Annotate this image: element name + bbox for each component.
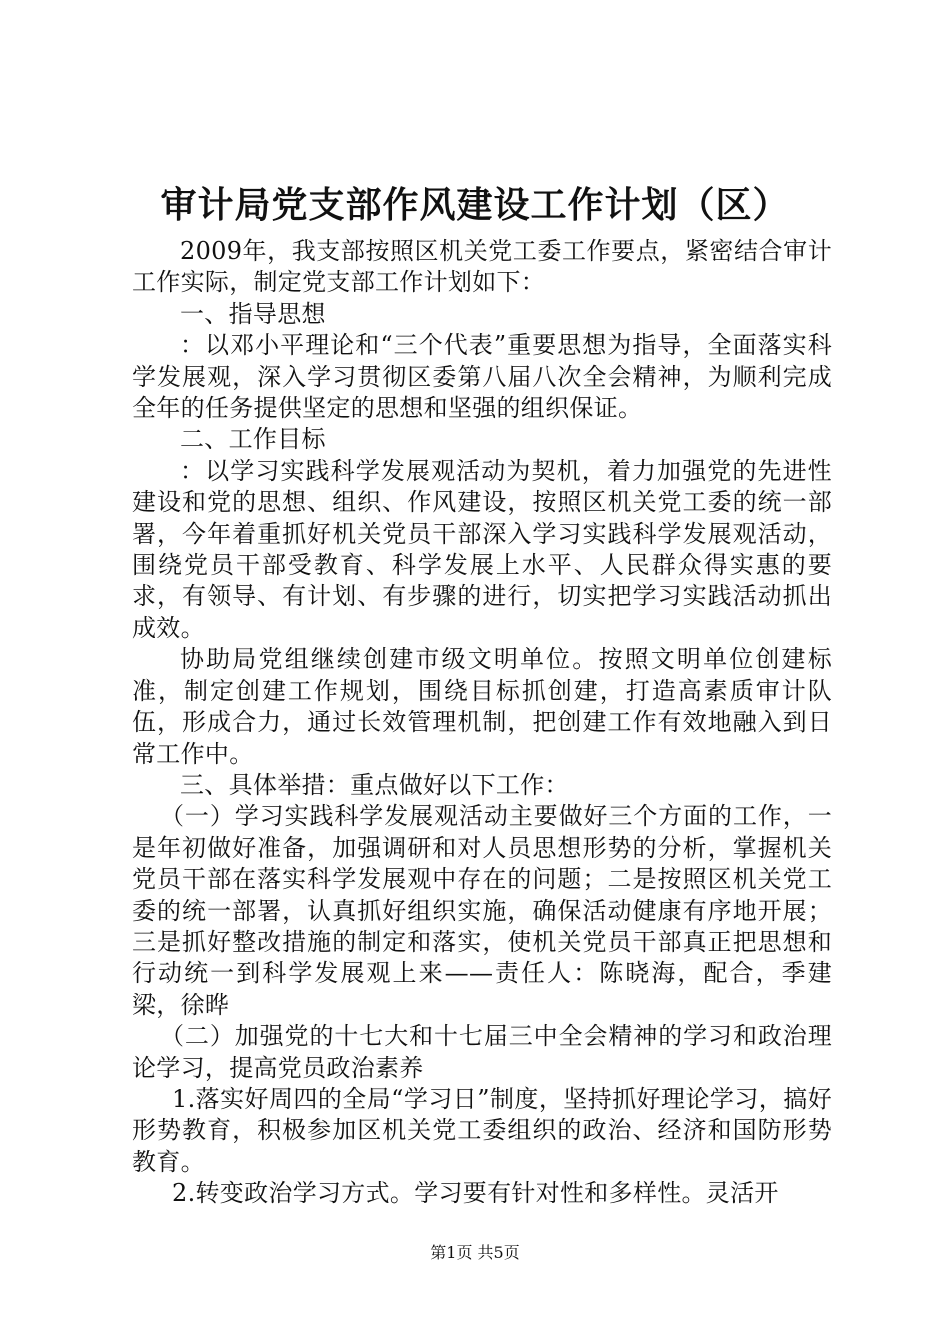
paragraph-item-two: 2.转变政治学习方式。学习要有针对性和多样性。灵活开 (172, 1179, 779, 1208)
paragraph-work-goals: ：以学习实践科学发展观活动为契机，着力加强党的先进性建设和党的思想、组织、作风建设，按照区机关党工委的统一部署，今年着重抓好机关党员干部深入学习实践科学发展观活动，围绕党员干部受教育、科学发展上水平、人民群众得实惠的要求，有领导、有计划、有步骤的进行，切实把学习实践活动抓出成效。 (132, 456, 832, 642)
document-body (132, 236, 832, 1210)
heading-work-goals: 二、工作目标 (180, 425, 326, 454)
document-title: 审计局党支部作风建设工作计划（区） (160, 184, 790, 226)
paragraph-measure-two: （二）加强党的十七大和十七届三中全会精神的学习和政治理论学习，提高党员政治素养 (132, 1022, 832, 1082)
paragraph-measure-one: （一）学习实践科学发展观活动主要做好三个方面的工作，一是年初做好准备，加强调研和对人员思想形势的分析，掌握机关党员干部在落实科学发展观中存在的问题；二是按照区机关党工委的统一部署，认真抓好组织实施，确保活动健康有序地开展；三是抓好整改措施的制定和落实，使机关党员干部真正把思想和行动统一到科学发展观上来——责任人：陈晓海，配合，季建梁，徐晔 (132, 802, 832, 1019)
heading-specific-measures: 三、具体举措：重点做好以下工作： (180, 770, 569, 799)
paragraph-intro: 2009年，我支部按照区机关党工委工作要点，紧密结合审计工作实际，制定党支部工作计划如下： (132, 237, 832, 297)
heading-guiding-ideology: 一、指导思想 (180, 299, 326, 328)
paragraph-guiding-ideology: ：以邓小平理论和“三个代表”重要思想为指导，全面落实科学发展观，深入学习贯彻区委第八届八次全会精神，为顺利完成全年的任务提供坚定的思想和坚强的组织保证。 (132, 331, 832, 423)
page-footer: 第1页 共5页 (430, 1243, 520, 1262)
paragraph-item-one: 1.落实好周四的全局“学习日”制度，坚持抓好理论学习，搞好形势教育，积极参加区机关党工委组织的政治、经济和国防形势教育。 (132, 1084, 832, 1176)
paragraph-civilized-unit: 协助局党组继续创建市级文明单位。按照文明单位创建标准，制定创建工作规划，围绕目标抓创建，打造高素质审计队伍，形成合力，通过长效管理机制，把创建工作有效地融入到日常工作中。 (132, 645, 832, 768)
